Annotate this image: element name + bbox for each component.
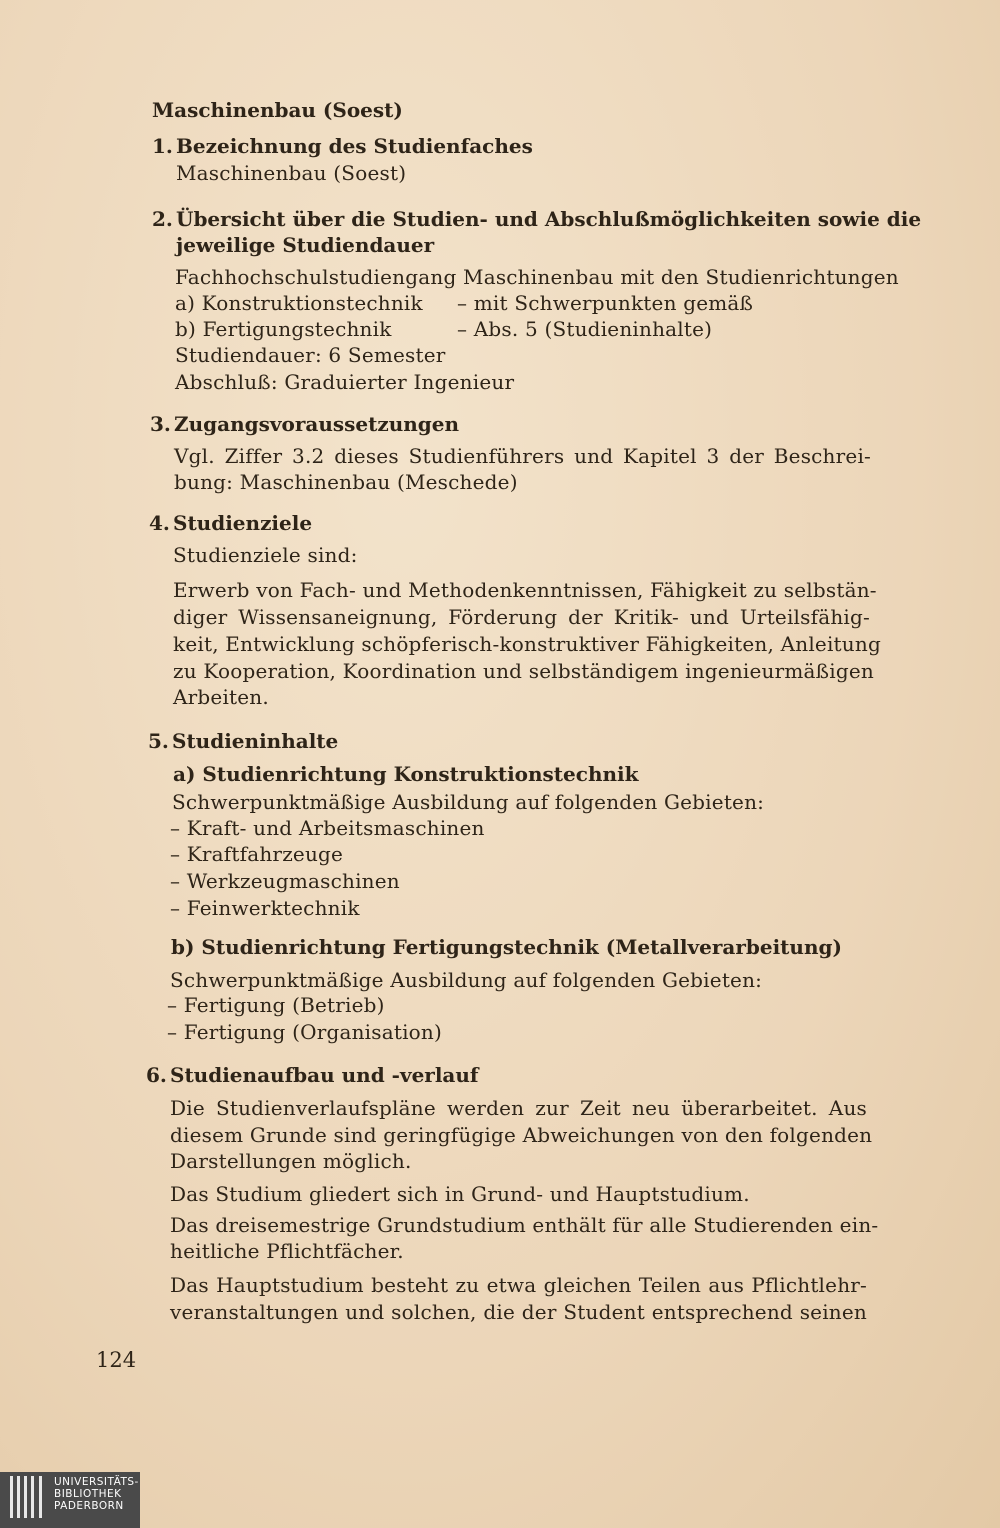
section-number: 4.	[149, 511, 170, 535]
library-name-line: PADERBORN	[54, 1500, 124, 1512]
section-1-heading	[152, 133, 533, 159]
section-4-intro: Studienziele sind:	[173, 543, 358, 567]
subsection-a-intro: Schwerpunktmäßige Ausbildung auf folgenden Gebieten:	[172, 790, 765, 814]
subsection-a-heading: a) Studienrichtung Konstruktionstechnik	[173, 762, 639, 786]
section-3-heading	[150, 411, 459, 437]
subsection-b-intro: Schwerpunktmäßige Ausbildung auf folgenden Gebieten:	[170, 968, 763, 992]
section-4-heading	[149, 510, 312, 536]
library-name-line: BIBLIOTHEK	[54, 1488, 122, 1500]
library-name-line: UNIVERSITÄTS-	[54, 1476, 139, 1488]
section-2-heading-cont: jeweilige Studiendauer	[176, 233, 435, 257]
section-4-line-4: zu Kooperation, Koordination und selbständigem ingenieurmäßigen	[173, 659, 874, 683]
library-name	[54, 1476, 139, 1512]
section-4-line-5: Arbeiten.	[173, 685, 269, 709]
studienrichtung-a: a) Konstruktionstechnik	[175, 291, 423, 315]
studiendauer: Studiendauer: 6 Semester	[175, 343, 446, 367]
list-item: – Kraft- und Arbeitsmaschinen	[170, 816, 485, 840]
list-item: – Fertigung (Organisation)	[167, 1020, 443, 1044]
studienrichtung-b: b) Fertigungstechnik	[175, 317, 392, 341]
section-5-heading	[148, 728, 338, 754]
section-6-p2: Das Studium gliedert sich in Grund- und Hauptstudium.	[170, 1182, 750, 1206]
section-6-p1-line-3: Darstellungen möglich.	[170, 1149, 412, 1173]
section-1-text: Maschinenbau (Soest)	[176, 161, 407, 185]
list-item: – Feinwerktechnik	[170, 896, 360, 920]
studienrichtung-b-note: – Abs. 5 (Studieninhalte)	[457, 317, 713, 341]
subsection-b-heading: b) Studienrichtung Fertigungstechnik (Metallverarbeitung)	[171, 935, 842, 959]
library-logo	[0, 1472, 140, 1528]
section-number: 6.	[146, 1063, 167, 1087]
section-number: 3.	[150, 412, 171, 436]
section-number: 2.	[152, 207, 173, 231]
list-item: – Kraftfahrzeuge	[170, 842, 344, 866]
section-6-p3-line-1: Das dreisemestrige Grundstudium enthält für alle Studierenden ein-	[170, 1213, 879, 1237]
section-6-p3-line-2: heitliche Pflichtfächer.	[170, 1239, 404, 1263]
section-number: 1.	[152, 134, 173, 158]
section-6-p1-line-1: Die Studienverlaufspläne werden zur Zeit neu überarbeitet. Aus	[170, 1096, 867, 1120]
section-6-heading	[146, 1062, 479, 1088]
section-3-line-1: Vgl. Ziffer 3.2 dieses Studienführers und Kapitel 3 der Beschrei-	[174, 444, 871, 468]
section-4-line-3: keit, Entwicklung schöpferisch-konstruktiver Fähigkeiten, Anleitung	[173, 632, 881, 656]
section-heading-text: Studieninhalte	[172, 729, 339, 753]
section-heading-text: Zugangsvoraussetzungen	[174, 412, 460, 436]
library-barcode-icon	[8, 1476, 48, 1524]
section-2-intro: Fachhochschulstudiengang Maschinenbau mit den Studienrichtungen	[175, 265, 899, 289]
section-2-heading	[152, 206, 922, 232]
section-6-p1-line-2: diesem Grunde sind geringfügige Abweichungen von den folgenden	[170, 1123, 873, 1147]
page-number: 124	[96, 1348, 137, 1372]
section-6-p4-line-1: Das Hauptstudium besteht zu etwa gleichen Teilen aus Pflichtlehr-	[170, 1273, 867, 1297]
page-title: Maschinenbau (Soest)	[152, 98, 403, 122]
section-heading-text: Bezeichnung des Studienfaches	[176, 134, 533, 158]
abschluss: Abschluß: Graduierter Ingenieur	[175, 370, 515, 394]
section-heading-text: Übersicht über die Studien- und Abschlußmöglichkeiten sowie die	[176, 207, 922, 231]
section-heading-text: Studienaufbau und -verlauf	[170, 1063, 479, 1087]
section-heading-text: Studienziele	[173, 511, 313, 535]
section-4-line-1: Erwerb von Fach- und Methodenkenntnissen, Fähigkeit zu selbstän-	[173, 578, 877, 602]
list-item: – Fertigung (Betrieb)	[167, 993, 385, 1017]
section-6-p4-line-2: veranstaltungen und solchen, die der Student entsprechend seinen	[170, 1300, 867, 1324]
studienrichtung-a-note: – mit Schwerpunkten gemäß	[457, 291, 754, 315]
section-number: 5.	[148, 729, 169, 753]
list-item: – Werkzeugmaschinen	[170, 869, 400, 893]
section-3-line-2: bung: Maschinenbau (Meschede)	[174, 470, 518, 494]
section-4-line-2: diger Wissensaneignung, Förderung der Kritik- und Urteilsfähig-	[173, 605, 870, 629]
